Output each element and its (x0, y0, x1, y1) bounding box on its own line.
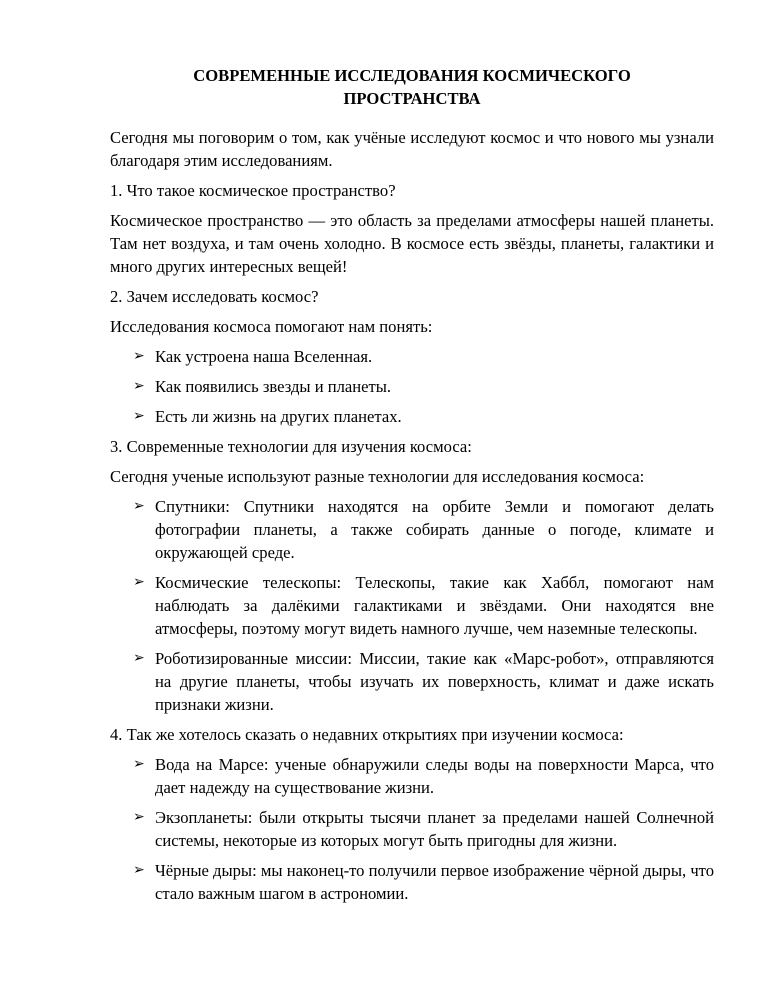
list-item-text: Роботизированные миссии: Миссии, такие как «Марс-робот», отправляются на другие планеты, чтобы изучать их поверхность, климат и даже искать признаки жизни. (155, 649, 714, 714)
intro-paragraph: Сегодня мы поговорим о том, как учёные исследуют космос и что нового мы узнали благодаря этим исследованиям. (110, 128, 714, 170)
list-item-text: Как устроена наша Вселенная. (155, 347, 373, 366)
list-item-text: Вода на Марсе: ученые обнаружили следы воды на поверхности Марса, что дает надежду на существование жизни. (155, 755, 714, 797)
list-item (133, 495, 714, 564)
arrow-bullet-icon: ➢ (133, 408, 145, 424)
arrow-bullet-icon: ➢ (133, 809, 145, 825)
list-item (133, 806, 714, 852)
arrow-bullet-icon: ➢ (133, 348, 145, 364)
list-item (133, 571, 714, 640)
arrow-bullet-icon: ➢ (133, 378, 145, 394)
list-item (133, 753, 714, 799)
arrow-bullet-icon: ➢ (133, 574, 145, 590)
list-item (133, 405, 714, 428)
section-3-list (110, 495, 714, 716)
arrow-bullet-icon: ➢ (133, 862, 145, 878)
section-2-list (110, 345, 714, 428)
arrow-bullet-icon: ➢ (133, 650, 145, 666)
list-item (133, 375, 714, 398)
list-item-text: Экзопланеты: были открыты тысячи планет за пределами нашей Солнечной системы, некоторые из которых могут быть пригодны для жизни. (155, 808, 714, 850)
section-2-lead: Исследования космоса помогают нам понять: (110, 317, 433, 336)
section-3-lead: Сегодня ученые используют разные технологии для исследования космоса: (110, 467, 645, 486)
section-3-heading: 3. Современные технологии для изучения космоса: (110, 437, 472, 456)
list-item-text: Как появились звезды и планеты. (155, 377, 392, 396)
document-page (110, 64, 714, 912)
section-2-heading: 2. Зачем исследовать космос? (110, 287, 319, 306)
section-1-heading: 1. Что такое космическое пространство? (110, 181, 396, 200)
document-title: СОВРЕМЕННЫЕ ИССЛЕДОВАНИЯ КОСМИЧЕСКОГО ПРОСТРАНСТВА (193, 66, 631, 108)
list-item-text: Есть ли жизнь на других планетах. (155, 407, 402, 426)
arrow-bullet-icon: ➢ (133, 756, 145, 772)
list-item-text: Спутники: Спутники находятся на орбите Земли и помогают делать фотографии планеты, а также собирать данные о погоде, климате и окружающей среде. (155, 497, 714, 562)
section-4-heading: 4. Так же хотелось сказать о недавних открытиях при изучении космоса: (110, 725, 624, 744)
list-item-text: Чёрные дыры: мы наконец-то получили первое изображение чёрной дыры, что стало важным шагом в астрономии. (155, 861, 714, 903)
list-item (133, 859, 714, 905)
list-item (133, 345, 714, 368)
list-item-text: Космические телескопы: Телескопы, такие как Хаббл, помогают нам наблюдать за далёкими галактиками и звёздами. Они находятся вне атмосферы, поэтому могут видеть намного лучше, чем наземные телескопы. (155, 573, 714, 638)
section-1-text: Космическое пространство — это область за пределами атмосферы нашей планеты. Там нет воздуха, и там очень холодно. В космосе есть звёзды, планеты, галактики и много других интересных вещей! (110, 211, 714, 276)
section-4-list (110, 753, 714, 905)
list-item (133, 647, 714, 716)
arrow-bullet-icon: ➢ (133, 498, 145, 514)
